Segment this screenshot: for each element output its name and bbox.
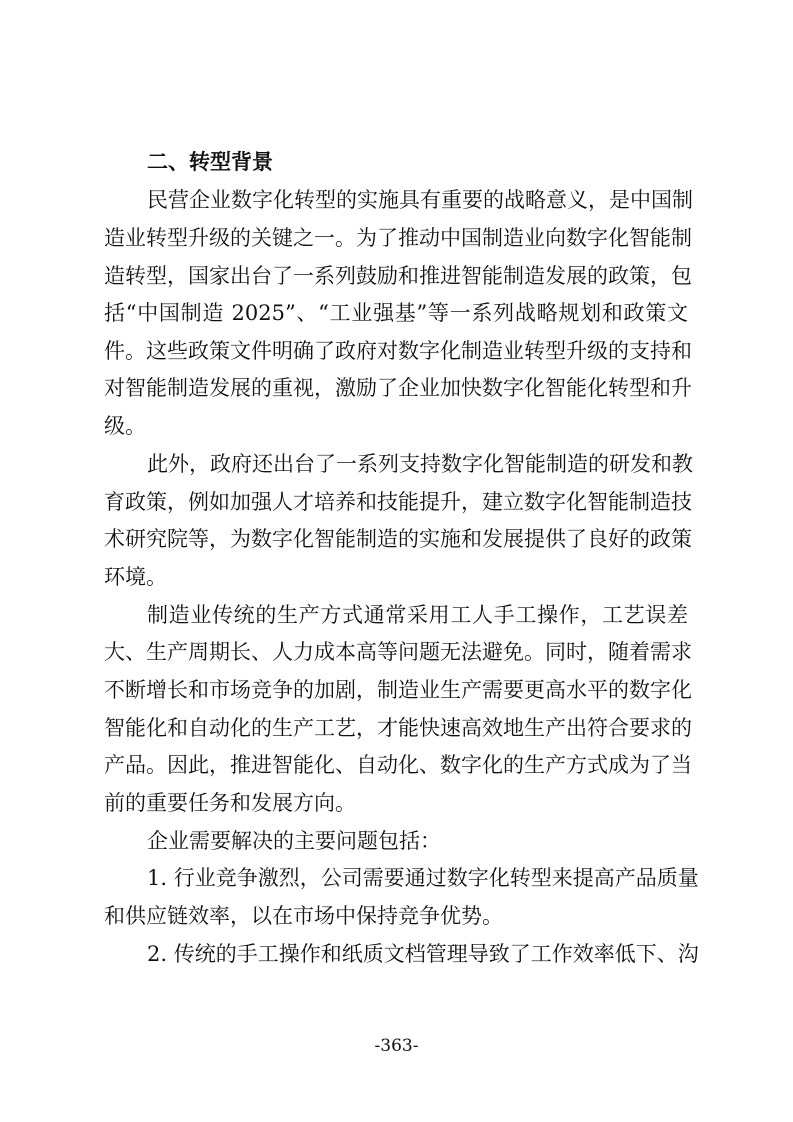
text-line: 对智能制造发展的重视，激励了企业加快数字化智能化转型和升	[104, 376, 692, 400]
text-line: 1. 行业竞争激烈，公司需要通过数字化转型来提高产品质量	[147, 866, 699, 890]
text-line: 括“中国制造 2025”、“工业强基”等一系列战略规划和政策文	[104, 301, 688, 325]
page-number: -363-	[374, 1036, 419, 1056]
text-line: 民营企业数字化转型的实施具有重要的战略意义，是中国制	[147, 188, 693, 212]
text-line: 前的重要任务和发展方向。	[104, 791, 356, 815]
text-line: 环境。	[104, 565, 167, 589]
text-line: 智能化和自动化的生产工艺，才能快速高效地生产出符合要求的	[104, 716, 692, 740]
text-line: 造业转型升级的关键之一。为了推动中国制造业向数字化智能制	[104, 226, 692, 250]
text-line: 造转型，国家出台了一系列鼓励和推进智能制造发展的政策，包	[104, 264, 692, 288]
text-line: 件。这些政策文件明确了政府对数字化制造业转型升级的支持和	[104, 339, 692, 363]
text-line: 产品。因此，推进智能化、自动化、数字化的生产方式成为了当	[104, 753, 692, 777]
text-line: 企业需要解决的主要问题包括：	[147, 829, 441, 853]
text-line: 此外，政府还出台了一系列支持数字化智能制造的研发和教	[147, 452, 693, 476]
section-heading: 二、转型背景	[147, 150, 273, 174]
text-line: 不断增长和市场竞争的加剧，制造业生产需要更高水平的数字化	[104, 678, 692, 702]
text-line: 级。	[104, 414, 146, 438]
text-line: 制造业传统的生产方式通常采用工人手工操作，工艺误差	[147, 603, 688, 627]
text-line: 和供应链效率，以在市场中保持竞争优势。	[104, 904, 503, 928]
text-line: 2. 传统的手工操作和纸质文档管理导致了工作效率低下、沟	[147, 942, 699, 966]
text-line: 育政策，例如加强人才培养和技能提升，建立数字化智能制造技	[104, 490, 692, 514]
text-line: 大、生产周期长、人力成本高等问题无法避免。同时，随着需求	[104, 640, 692, 664]
text-line: 术研究院等，为数字化智能制造的实施和发展提供了良好的政策	[104, 527, 692, 551]
